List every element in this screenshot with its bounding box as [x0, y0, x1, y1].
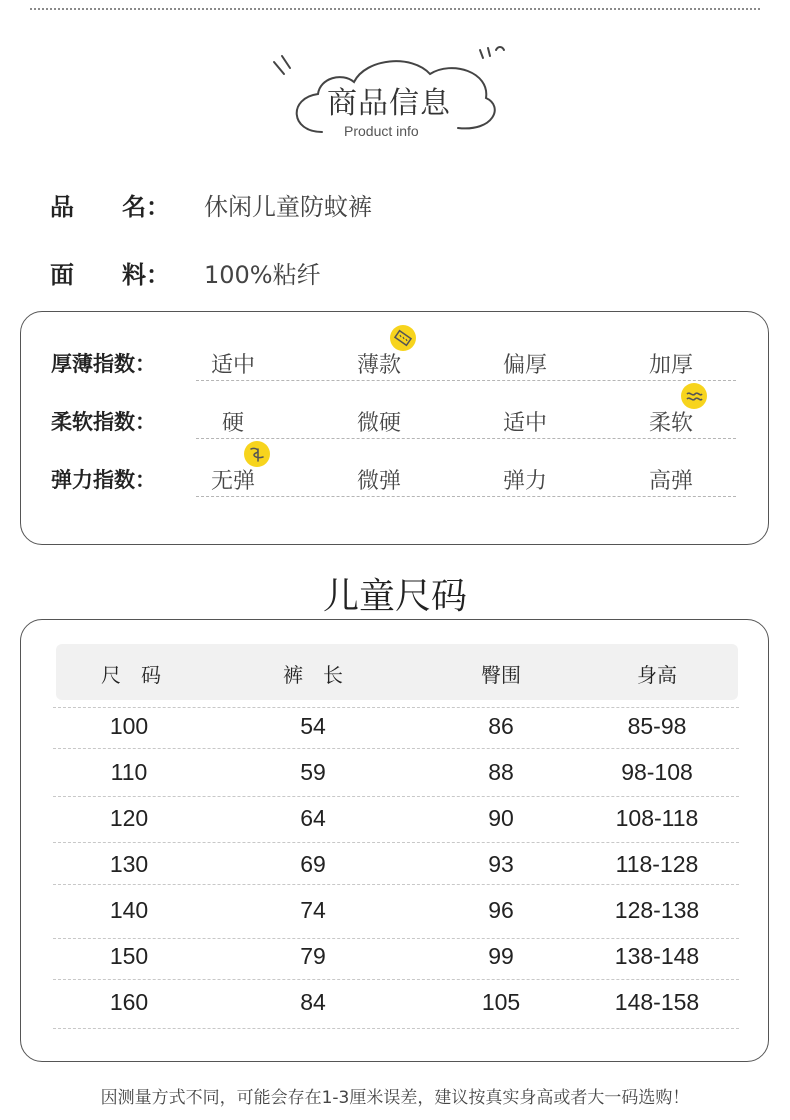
dashed-divider — [53, 842, 739, 843]
table-cell: 93 — [488, 851, 514, 877]
table-cell: 120 — [109, 805, 149, 831]
table-row — [21, 759, 768, 805]
table-cell: 64 — [300, 805, 326, 831]
section-subtitle: Product info — [344, 123, 419, 139]
table-row — [21, 713, 768, 759]
dashed-divider — [53, 796, 739, 797]
table-cell: 160 — [109, 989, 149, 1015]
index-option: 无弹 — [210, 469, 255, 494]
index-option: 偏厚 — [502, 353, 547, 378]
table-row — [21, 851, 768, 897]
table-cell: 74 — [300, 897, 326, 923]
table-cell: 108-118 — [615, 805, 699, 831]
index-option: 薄款 — [356, 353, 401, 378]
elasticity-index-row — [21, 458, 768, 498]
index-option: 高弹 — [648, 469, 693, 494]
index-option: 微弹 — [356, 469, 401, 494]
table-row — [21, 943, 768, 989]
size-chart-title: 儿童尺码 — [322, 576, 467, 617]
table-cell: 148-158 — [614, 989, 700, 1015]
index-option: 微硬 — [356, 411, 401, 436]
dashed-divider — [53, 884, 739, 885]
table-cell: 105 — [481, 989, 521, 1015]
index-option: 适中 — [502, 411, 547, 436]
table-row — [21, 805, 768, 851]
table-cell: 130 — [109, 851, 149, 877]
thickness-index-label: 厚薄指数： — [51, 352, 156, 376]
ruler-icon — [390, 325, 416, 351]
table-cell: 100 — [109, 713, 149, 739]
size-chart-table — [20, 619, 769, 1062]
table-cell: 85-98 — [627, 713, 687, 739]
dashed-divider — [53, 707, 739, 708]
table-cell: 99 — [488, 943, 514, 969]
product-name-value: 休闲儿童防蚊裤 — [204, 193, 372, 221]
table-cell: 110 — [110, 759, 148, 785]
softness-index-row — [21, 400, 768, 440]
header-cell-length: 裤 长 — [283, 663, 343, 687]
product-name-label: 品 名： — [50, 193, 170, 221]
table-row — [21, 897, 768, 943]
table-cell: 90 — [488, 805, 514, 831]
material-value: 100%粘纤 — [204, 261, 321, 289]
dashed-divider — [53, 979, 739, 980]
table-cell: 138-148 — [614, 943, 700, 969]
table-cell: 84 — [300, 989, 326, 1015]
index-option: 硬 — [221, 411, 244, 436]
index-option: 适中 — [210, 353, 255, 378]
header-cell-height: 身高 — [637, 663, 677, 687]
index-option: 弹力 — [502, 469, 547, 494]
dashed-divider — [196, 496, 736, 497]
dashed-divider — [196, 380, 736, 381]
header-cell-hip: 臀围 — [481, 663, 521, 687]
fabric-index-panel — [20, 311, 769, 545]
table-header — [56, 644, 738, 700]
spring-icon — [244, 441, 270, 467]
header-cell-size: 尺 码 — [101, 663, 161, 687]
wave-icon — [681, 383, 707, 409]
index-option: 柔软 — [648, 411, 693, 436]
table-cell: 88 — [488, 759, 514, 785]
table-cell: 86 — [488, 713, 514, 739]
table-cell: 118-128 — [615, 851, 699, 877]
section-title: 商品信息 — [327, 86, 451, 121]
table-cell: 59 — [300, 759, 326, 785]
table-cell: 98-108 — [621, 759, 693, 785]
table-cell: 54 — [300, 713, 326, 739]
measurement-note: 因测量方式不同，可能会存在1-3厘米误差，建议按真实身高或者大一码选购！ — [100, 1088, 690, 1108]
thickness-index-row — [21, 342, 768, 382]
index-option: 加厚 — [648, 353, 693, 378]
softness-index-label: 柔软指数： — [51, 410, 156, 434]
dashed-divider — [196, 438, 736, 439]
table-cell: 140 — [109, 897, 149, 923]
dashed-divider — [53, 748, 739, 749]
table-cell: 96 — [488, 897, 514, 923]
top-dotted-divider — [30, 8, 760, 10]
material-label: 面 料： — [50, 261, 170, 289]
dashed-divider — [53, 938, 739, 939]
table-cell: 128-138 — [614, 897, 700, 923]
table-cell: 150 — [109, 943, 149, 969]
table-cell: 69 — [300, 851, 326, 877]
table-cell: 79 — [300, 943, 326, 969]
elasticity-index-label: 弹力指数： — [51, 468, 156, 492]
dashed-divider — [53, 1028, 739, 1029]
